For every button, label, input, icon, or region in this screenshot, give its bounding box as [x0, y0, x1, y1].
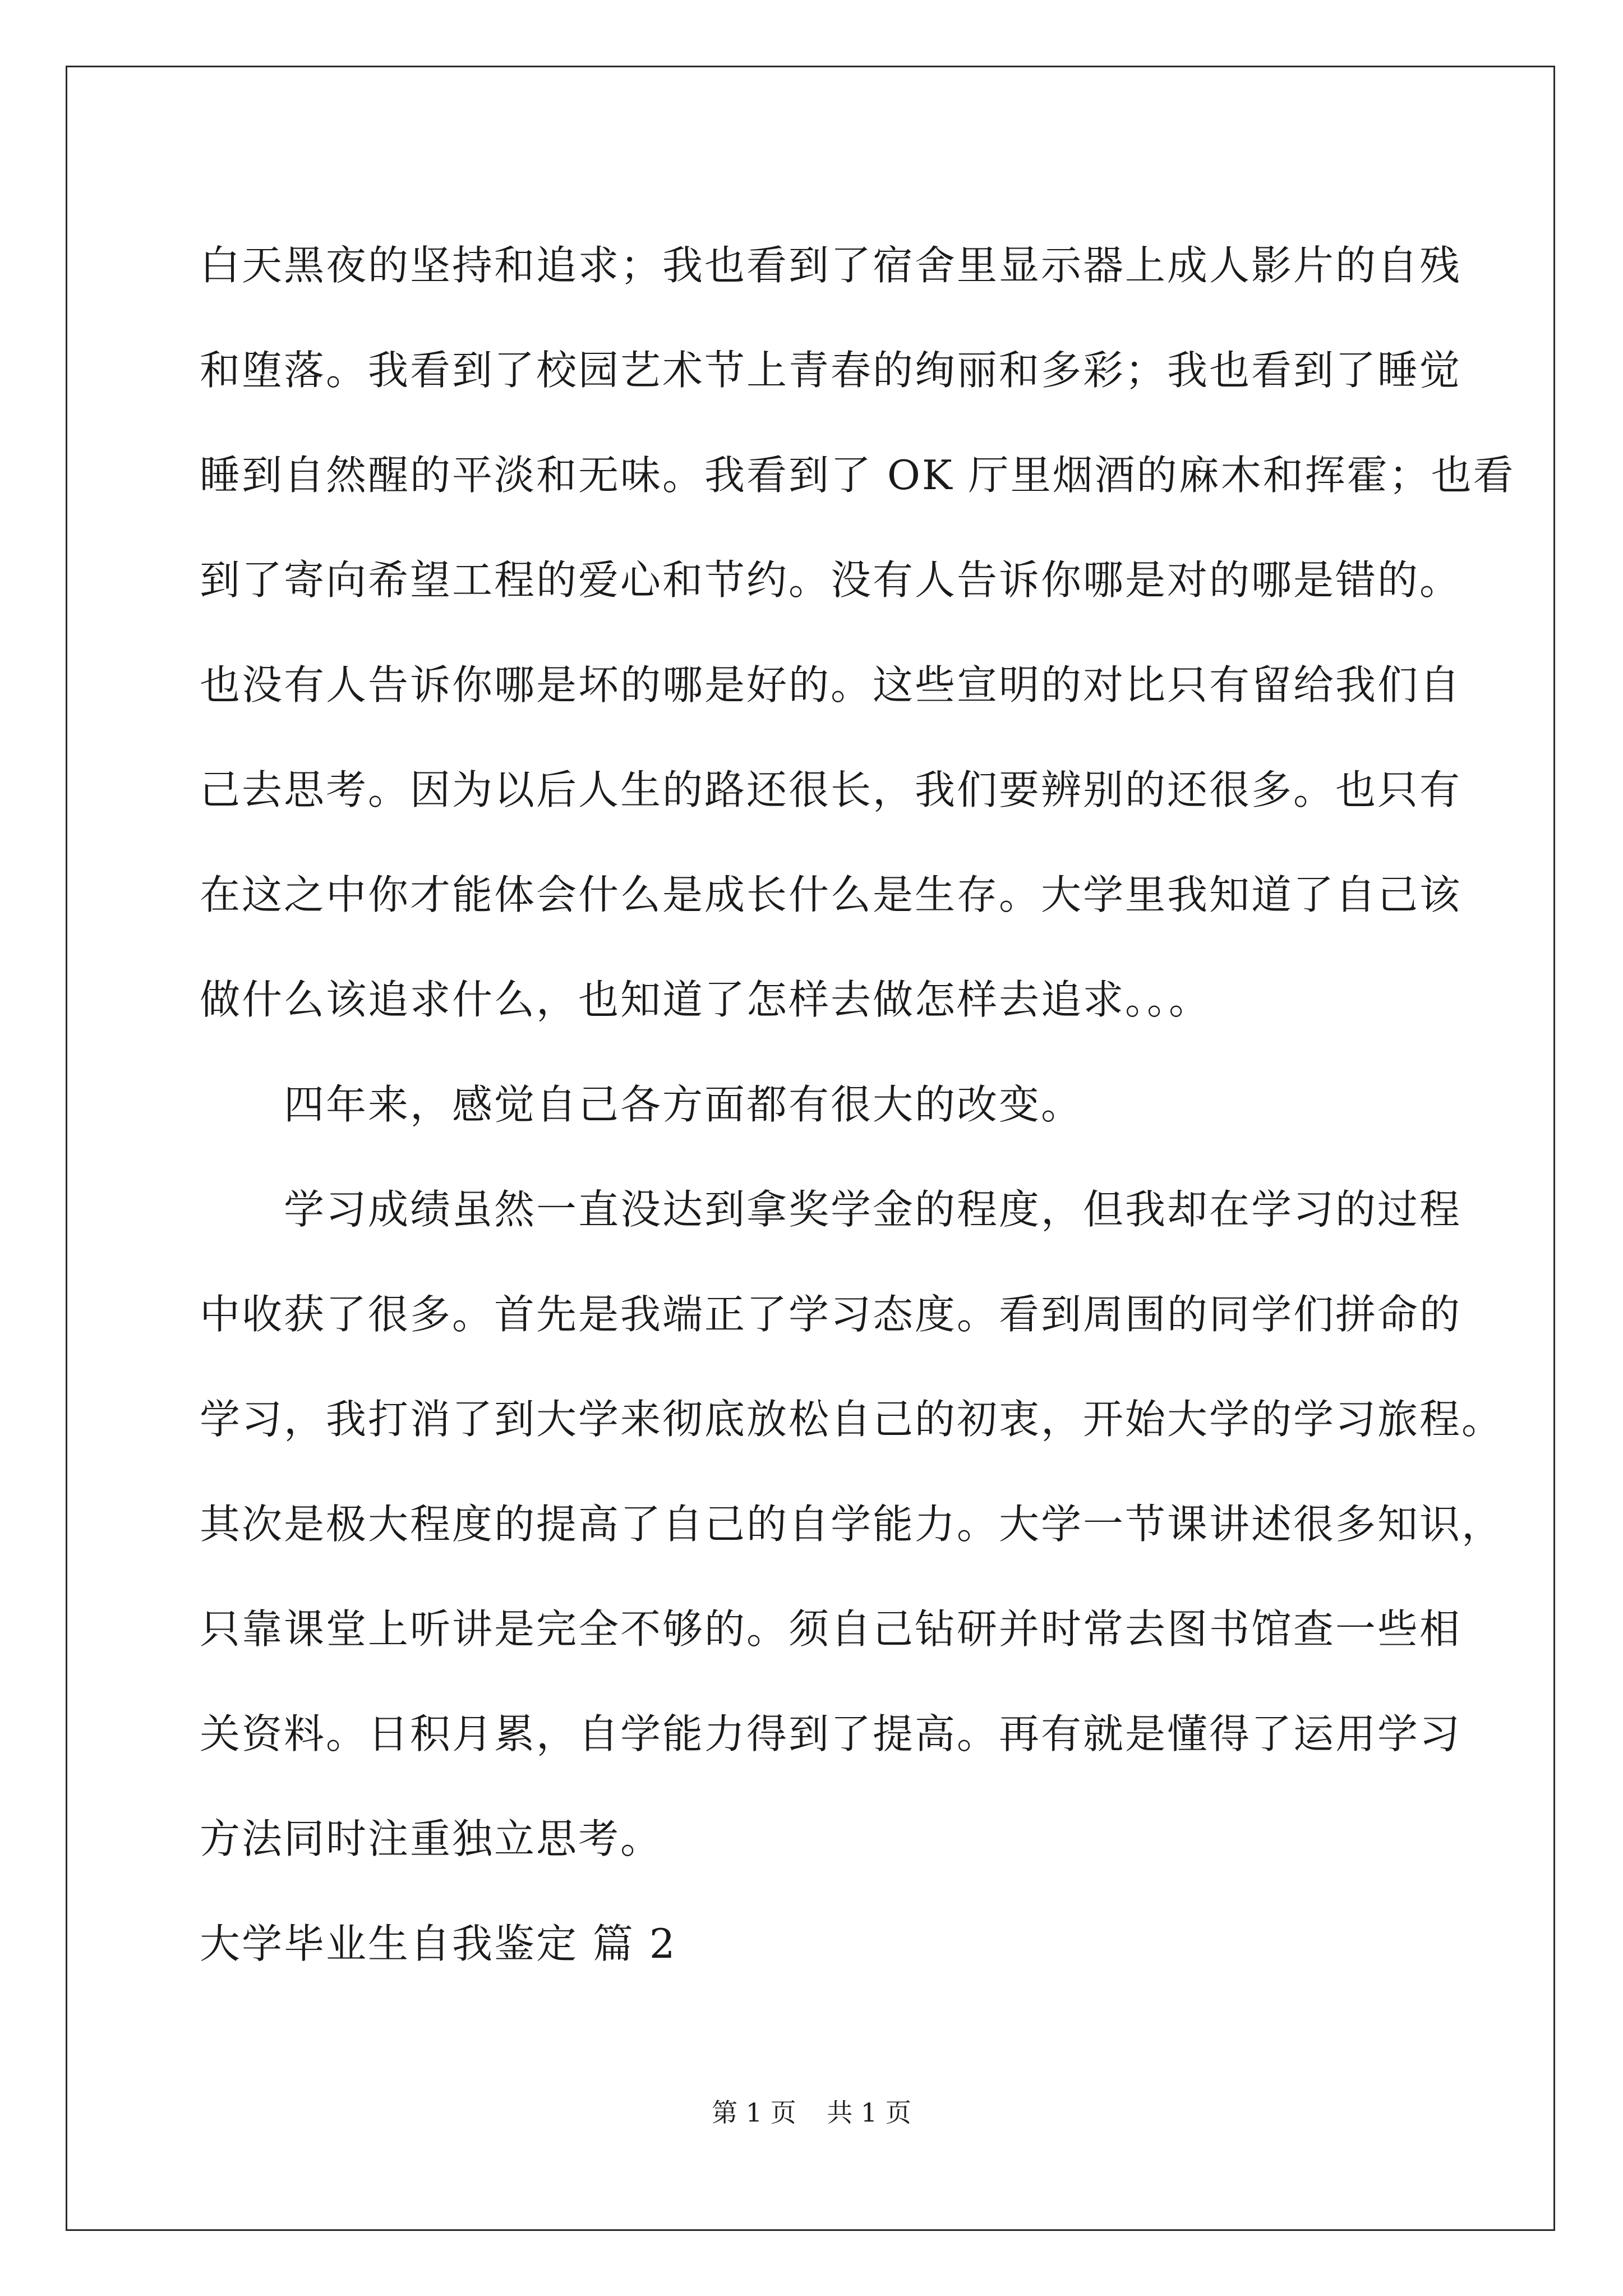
document-body	[200, 213, 1515, 1996]
paragraph-line: 只靠课堂上听讲是完全不够的。须自己钻研并时常去图书馆查一些相	[200, 1605, 1462, 1653]
body-line: 白天黑夜的坚持和追求；我也看到了宿舍里显示器上成人影片的自残	[200, 242, 1462, 289]
paragraph-line: 四年来，感觉自己各方面都有很大的改变。	[284, 1081, 1083, 1128]
body-line: 到了寄向希望工程的爱心和节约。没有人告诉你哪是对的哪是错的。	[200, 556, 1462, 604]
paragraph-line: 其次是极大程度的提高了自己的自学能力。大学一节课讲述很多知识，	[200, 1501, 1504, 1548]
body-line: 做什么该追求什么，也知道了怎样去做怎样去追求。。。	[200, 976, 1211, 1023]
paragraph-line: 学习成绩虽然一直没达到拿奖学金的程度，但我却在学习的过程	[284, 1186, 1462, 1233]
body-line: 和堕落。我看到了校园艺术节上青春的绚丽和多彩；我也看到了睡觉	[200, 347, 1462, 394]
body-line: 在这之中你才能体会什么是成长什么是生存。大学里我知道了自己该	[200, 871, 1462, 918]
paragraph-line: 方法同时注重独立思考。	[200, 1815, 663, 1862]
page-number: 第 1 页	[712, 2097, 796, 2128]
section-heading: 大学毕业生自我鉴定 篇 2	[200, 1920, 677, 1967]
paragraph-line: 中收获了很多。首先是我端正了学习态度。看到周围的同学们拼命的	[200, 1291, 1462, 1338]
body-line: 睡到自然醒的平淡和无味。我看到了 OK 厅里烟酒的麻木和挥霍；也看	[200, 452, 1515, 499]
page-total: 共 1 页	[827, 2097, 911, 2128]
body-line: 也没有人告诉你哪是坏的哪是好的。这些宣明的对比只有留给我们自	[200, 661, 1462, 708]
body-line: 己去思考。因为以后人生的路还很长，我们要辨别的还很多。也只有	[200, 766, 1462, 813]
paragraph-line: 学习，我打消了到大学来彻底放松自己的初衷，开始大学的学习旅程。	[200, 1396, 1504, 1443]
page-footer	[0, 2092, 1623, 2129]
paragraph-line: 关资料。日积月累，自学能力得到了提高。再有就是懂得了运用学习	[200, 1710, 1462, 1757]
